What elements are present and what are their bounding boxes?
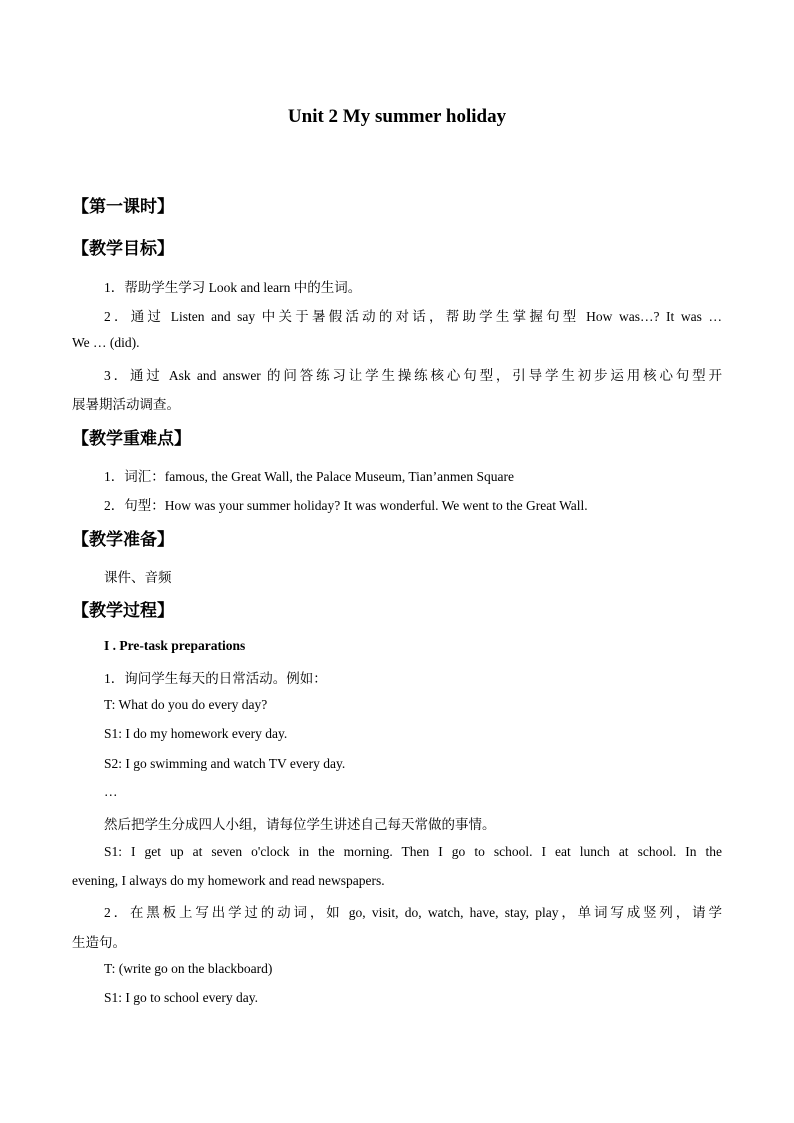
step-1-text: 1．询问学生每天的日常活动。例如： xyxy=(104,671,327,686)
dialogue-line: T: (write go on the blackboard) xyxy=(104,961,273,976)
example-paragraph-line-2: evening, I always do my homework and read newspapers. xyxy=(72,873,385,888)
preparation-text: 课件、音频 xyxy=(104,570,172,585)
objective-2-line-2: We … (did). xyxy=(72,335,140,350)
key-point-sentences: 2．句型：How was your summer holiday? It was wonderful. We went to the Great Wall. xyxy=(104,498,588,513)
section-heading-lesson: 【第一课时】 xyxy=(72,197,174,217)
objective-3-line-2: 展暑期活动调查。 xyxy=(72,397,180,412)
section-heading-process: 【教学过程】 xyxy=(72,601,174,621)
step-2-line-1: 2．在黑板上写出学过的动词，如 go, visit, do, watch, have, stay, play，单词写成竖列，请学 xyxy=(104,905,722,920)
section-heading-objectives: 【教学目标】 xyxy=(72,239,174,259)
objective-3-line-1: 3．通过 Ask and answer 的问答练习让学生操练核心句型，引导学生初步运用核心句型开 xyxy=(104,368,722,383)
subsection-pre-task: I . Pre-task preparations xyxy=(104,638,246,653)
group-instruction: 然后把学生分成四人小组，请每位学生讲述自己每天常做的事情。 xyxy=(104,817,496,832)
page-title: Unit 2 My summer holiday xyxy=(287,106,507,127)
objective-1: 1．帮助学生学习 Look and learn 中的生词。 xyxy=(104,280,362,295)
example-paragraph-line-1: S1: I get up at seven o'clock in the morning. Then I go to school. I eat lunch at school. In the xyxy=(104,844,722,859)
step-2-line-2: 生造句。 xyxy=(72,935,126,950)
dialogue-line: S2: I go swimming and watch TV every day. xyxy=(104,756,346,771)
key-point-vocabulary: 1．词汇：famous, the Great Wall, the Palace Museum, Tian’anmen Square xyxy=(104,469,514,484)
objective-2-line-1: 2．通过 Listen and say 中关于暑假活动的对话，帮助学生掌握句型 How was…? It was … xyxy=(104,309,722,324)
section-heading-preparation: 【教学准备】 xyxy=(72,530,174,550)
dialogue-line: S1: I do my homework every day. xyxy=(104,726,288,741)
dialogue-line: S1: I go to school every day. xyxy=(104,990,258,1005)
dialogue-line: T: What do you do every day? xyxy=(104,697,268,712)
section-heading-key-points: 【教学重难点】 xyxy=(72,429,191,449)
ellipsis-text: … xyxy=(104,784,118,799)
